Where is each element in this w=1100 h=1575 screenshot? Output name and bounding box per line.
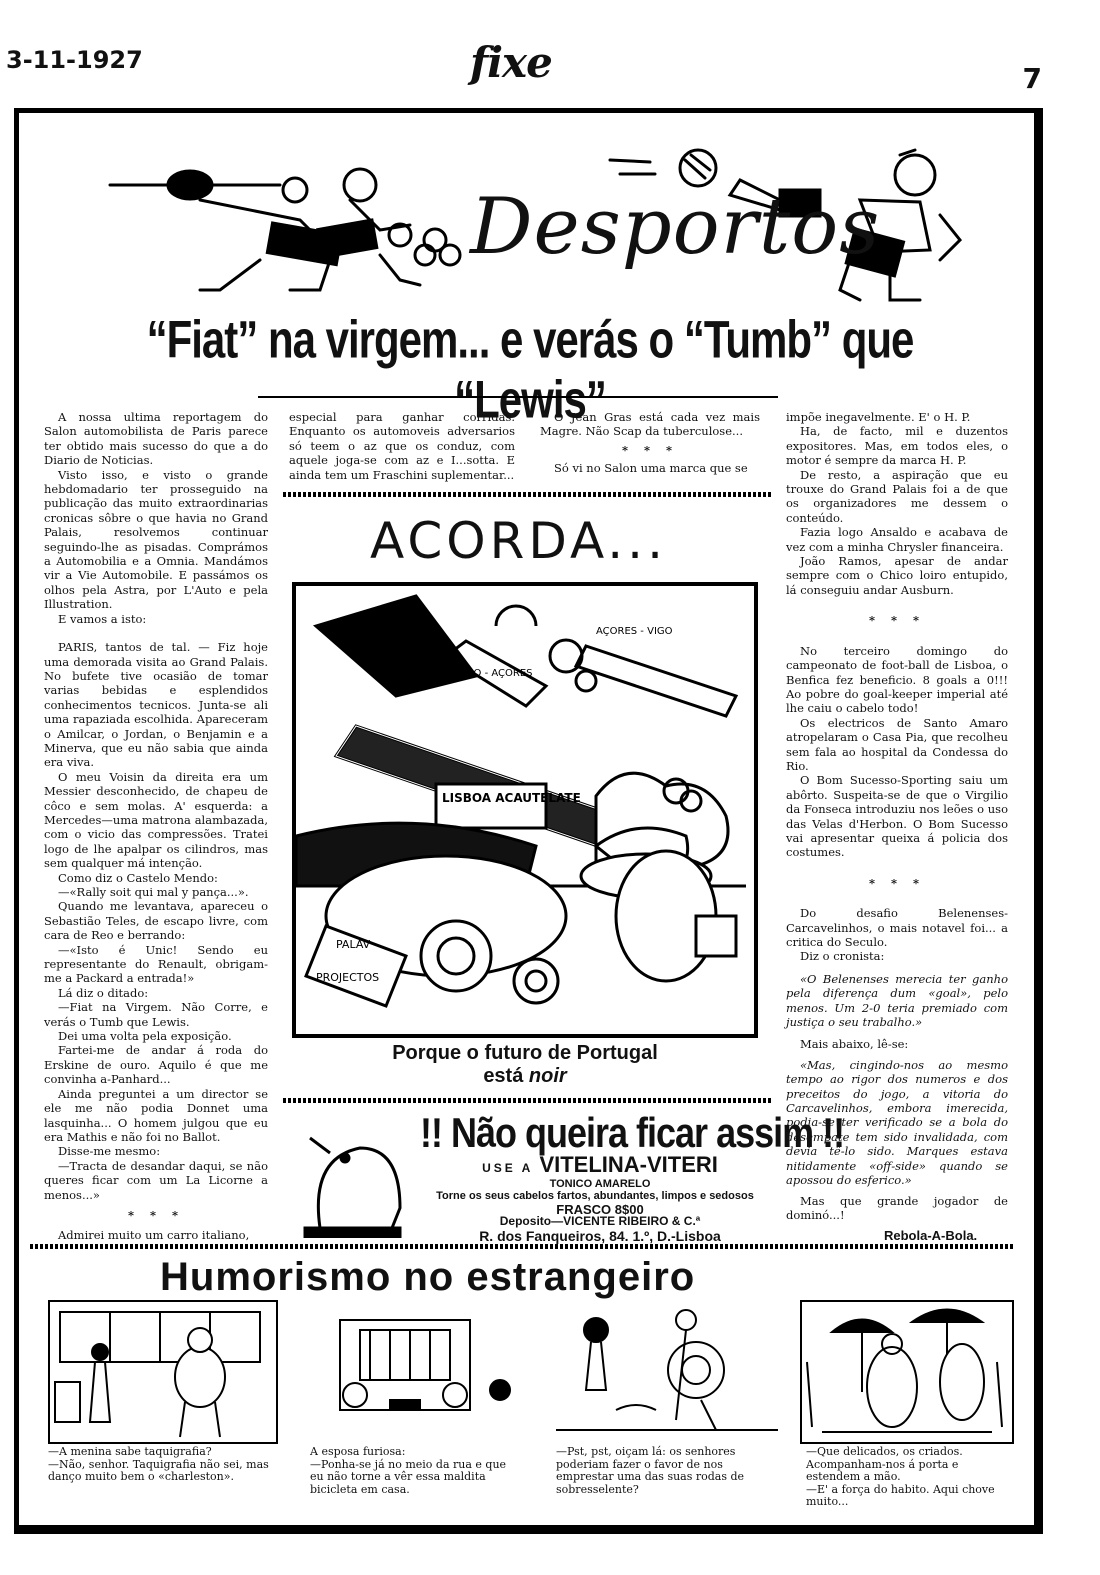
comic-caption	[48, 1446, 274, 1484]
paragraph: Só vi no Salon uma marca que se	[554, 461, 748, 476]
sign-label: LISBOA ACAUTELATE	[442, 791, 581, 805]
paragraph: Mas que grande jogador de dominó...!	[786, 1193, 1008, 1222]
caption-prefix: está	[483, 1065, 529, 1087]
comic-caption	[310, 1446, 516, 1496]
comic-panel	[300, 1300, 526, 1440]
paragraph: Do desafio Belenenses-Carcavelinhos, o mais notavel foi... a critica do Seculo.	[786, 906, 1008, 949]
paragraph: Dei uma volta pela exposição.	[58, 1029, 232, 1044]
advert-depot: Deposito—VICENTE RIBEIRO & C.ª	[499, 1214, 701, 1228]
paragraph: Fazia logo Ansaldo e acabava de vez com a minha Chrysler financeira.	[786, 525, 1008, 554]
comic-caption-text: A esposa furiosa: —Ponha-se já no meio da rua e que eu não torne a vêr essa maldita bicicleta em casa.	[310, 1445, 507, 1496]
divider-rule	[30, 1244, 1015, 1249]
paragraph: E vamos a isto:	[58, 611, 147, 626]
headline-rule	[258, 396, 778, 398]
paper-label: PROJECTOS	[316, 971, 380, 984]
paragraph: Ha, de facto, mil e duzentos expositores. Mas, em todos eles, o motor é sempre da marca H. P.	[786, 424, 1008, 468]
article-column-4	[786, 410, 1008, 1222]
paragraph: João Ramos, apesar de andar sempre com o Chico loiro entupido, lá conseguiu andar Ausburn.	[786, 554, 1008, 597]
comic-panel	[800, 1300, 1014, 1444]
comic-caption-text: —Que delicados, os criados. Acompanham-nos á porta e estendem a mão. —E' a força do habito. Aqui chove muito...	[806, 1445, 995, 1508]
paragraph: O Jean Gras está cada vez mais Magre. Não Scap da tuberculose...	[540, 410, 760, 439]
article-headline: “Fiat” na virgem... e verás o “Tumb” que “Lewis”	[146, 310, 914, 429]
cartoon-title: ACORDA...	[370, 512, 667, 570]
advert-title: !! Não queira ficar assim !!	[420, 1108, 845, 1156]
quote: «Mas, cingindo-nos ao mesmo tempo ao rigor dos numeros e dos preceitos do jogo, a vitoria do Carcavelinhos, embora imerecida, podia-se ter verificado se a bola do desempate tem sido invalidada, com devia tê-lo sido. Marques estava nitidamente «off-side» quando se apossou do esferico.»	[786, 1057, 1008, 1188]
paragraph: A nossa ultima reportagem do Salon automobilista de Paris parece ter obtido mais sucesso do que a do Diario de Noticias.	[44, 410, 268, 468]
paragraph: —«Isto é Unic! Sendo eu representante do Renault, obrigam-me a Packard a entrada!»	[44, 942, 268, 986]
paragraph: —Tracta de desandar daqui, se não queres ficar com um La Licorne a menos...»	[44, 1158, 268, 1202]
section-title: Desportos	[470, 182, 881, 272]
paragraph: Disse-me mesmo:	[58, 1144, 161, 1159]
section-divider: * * *	[621, 442, 679, 457]
plane-label: AÇORES - VIGO	[596, 626, 673, 637]
article-column-2	[289, 410, 515, 482]
section-divider: * * *	[127, 1207, 185, 1222]
comic-panel	[556, 1300, 778, 1440]
paragraph: De resto, a aspiração que eu trouxe do Grand Palais foi a de que os organizadores me dessem o conteúdo.	[786, 467, 1008, 525]
paragraph: Admirei muito um carro italiano,	[58, 1228, 250, 1243]
newspaper-logo: fixe	[470, 38, 552, 87]
paragraph: Ainda preguntei a um director se ele me não podia Donnet uma lasquinha... O homem julgou que eu era Mathis e não foi no Ballot.	[44, 1086, 268, 1144]
paragraph: —«Rally soit qui mal y pança...».	[58, 885, 249, 899]
paragraph: impõe inegavelmente. E' o H. P.	[786, 410, 971, 424]
political-cartoon	[292, 582, 758, 1038]
caption-italic: noir	[528, 1065, 567, 1087]
paragraph: Como diz o Castelo Mendo:	[58, 870, 218, 885]
author-signature: Rebola-A-Bola.	[884, 1228, 978, 1243]
advert-address: R. dos Fanqueiros, 84. 1.º, D.-Lisboa	[479, 1228, 721, 1244]
caption-line-2	[290, 1065, 760, 1088]
paragraph: Diz o cronista:	[800, 949, 885, 964]
paragraph: Mais abaixo, lê-se:	[800, 1037, 909, 1052]
comic-panel	[48, 1300, 278, 1444]
comic-caption-text: —A menina sabe taquigrafia? —Não, senhor. Taquigrafia não sei, mas danço muito bem o «charleston».	[48, 1445, 269, 1483]
paper-label: PALAV	[336, 938, 371, 951]
page-number: 7	[1022, 62, 1042, 95]
bald-man-illustration	[290, 1118, 410, 1238]
paragraph: O Bom Sucesso-Sporting saiu um abôrto. Suspeita-se de que o Virgilio da Fonseca introduziu nos leões o uso das Velas d'Herbon. O Bom Sucesso vai apresentar queixa á policia dos costumes.	[786, 773, 1008, 860]
paragraph: Lá diz o ditado:	[58, 985, 149, 1000]
paragraph: PARIS, tantos de tal. — Fiz hoje uma demorada visita ao Grand Palais. No bufete tive ocasião de tomar varias bebidas e esplendidos conhecimentos tecnicos. Junta-se ali uma rapaziada escolhida. Apareceram o Amilcar, o Jordan, o Benjamin e a Minerva, que eu não sabia que ainda era viva.	[44, 640, 268, 770]
divider-rule	[283, 492, 773, 497]
advert-product: VITELINA-VITERI	[539, 1152, 718, 1177]
advert-subtitle: TONICO AMARELO	[549, 1178, 651, 1190]
quote: «O Belenenses merecia ter ganho pela diferença dum «goal», pelo menos. Um 2-0 teria premiado com justiça o seu trabalho.»	[786, 971, 1008, 1030]
advert-use-prefix: USE A	[482, 1161, 534, 1175]
divider-rule	[283, 1098, 773, 1103]
paragraph: —Fiat na Virgem. Não Corre, e verás o Tumb que Lewis.	[44, 1000, 268, 1029]
section-divider: * * *	[868, 613, 926, 628]
paragraph: especial para ganhar corridas. Enquanto os automoveis adversarios só teem o az que os conduz, com aquele joga-se com az e I...sotta. E ainda tem um Fraschini suplementar...	[289, 410, 515, 482]
paragraph: Visto isso, e visto o grande hebdomadario ter prosseguido na publicação das muito extraordinarias cronicas sôbre o que havia no Grand Palais, resolvemos continuar seguindo-lhe as pisadas. Comprámos a Automobilia e a Omnia. Mandámos vir a Vie Automobile. E passámos os olhos pela Astra, por L'Auto e pela Illustration.	[44, 467, 268, 612]
paragraph: Quando me levantava, apareceu o Sebastião Teles, de escapo livre, com cara de Reo e berrando:	[44, 899, 268, 943]
paragraph: Fartei-me de andar á roda do Erskine de ouro. Aquilo é que me convinha a-Panhard...	[44, 1043, 268, 1087]
section-divider: * * *	[868, 875, 926, 890]
paragraph: No terceiro domingo do campeonato de foot-ball de Lisboa, o Benfica fez beneficio. 8 goals a 0!!! Ao pobre do goal-keeper imperial até lhe caiu o cabelo todo!	[786, 643, 1008, 716]
comic-caption	[806, 1446, 1010, 1509]
article-column-1	[44, 410, 268, 1243]
advert-price: FRASCO 8$00	[556, 1202, 644, 1217]
comic-caption-text: —Pst, pst, oiçam lá: os senhores poderiam fazer o favor de nos emprestar uma das suas rodas de sobresselente?	[556, 1445, 745, 1496]
paragraph: Os electricos de Santo Amaro atropelaram o Casa Pia, que recolheu sem fala ao hospital da Condessa do Rio.	[786, 715, 1008, 773]
plane-label: VIGO - AÇORES	[456, 668, 533, 679]
article-column-3	[540, 410, 760, 476]
cartoon-caption	[290, 1042, 760, 1088]
paragraph: O meu Voisin da direita era um Messier desconhecido, de chapeu de côco e sem molas. A' esquerda: a Mercedes—uma matrona alambazada, com o vicio das compressões. Tratei logo de lhe apalpar os cilindros, mas sem qualquer má intenção.	[44, 769, 268, 871]
comic-caption	[556, 1446, 778, 1496]
issue-date: 3-11-1927	[6, 46, 143, 74]
caption-line-1: Porque o futuro de Portugal	[392, 1042, 658, 1064]
advert-product-line	[420, 1152, 780, 1178]
advert-claim: Torne os seus cabelos fartos, abundantes, limpos e sedosos	[436, 1190, 754, 1202]
humor-section-title: Humorismo no estrangeiro	[160, 1255, 696, 1299]
